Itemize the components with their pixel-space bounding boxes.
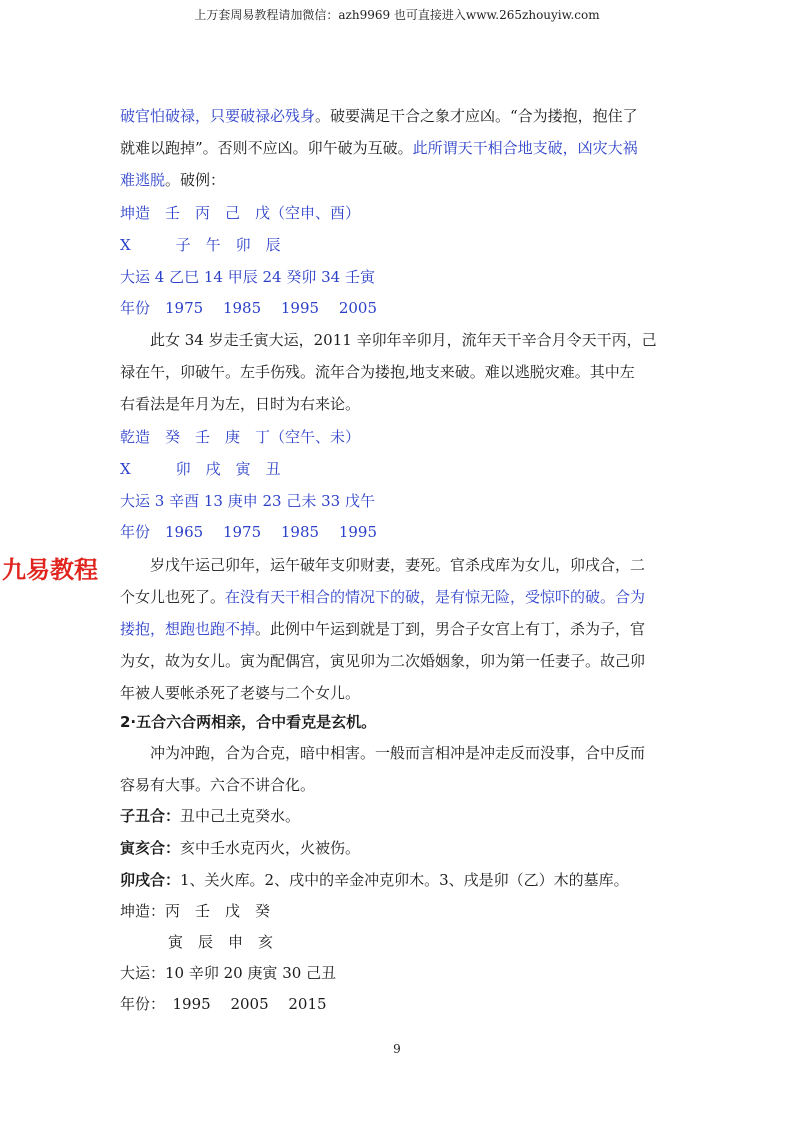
page-header: 上万套周易教程请加微信：azh9969 也可直接进入www.265zhouyiw.com: [194, 8, 600, 22]
chart-row: 大运 4 乙巳 14 甲辰 24 癸卯 34 壬寅: [120, 268, 375, 286]
body-text: 。此例中午运到就是丁到，男合子女宫上有丁，杀为子，官: [255, 620, 646, 638]
highlight-text: 搂抱，想跑也跑不掉: [120, 620, 256, 638]
highlight-text: 难逃脱: [120, 171, 166, 189]
highlight-text: 此所谓天干相合地支破，凶灾大祸: [412, 139, 638, 157]
chart-row: 大运：10 辛卯 20 庚寅 30 己丑: [120, 964, 337, 982]
term-label: 卯戌合：: [120, 871, 181, 889]
body-text: 。破要满足干合之象才应凶。“合为搂抱，抱住了: [315, 107, 638, 125]
page-number: 9: [393, 1042, 401, 1056]
chart-row: 寅 辰 申 亥: [168, 933, 274, 951]
text-line: [120, 838, 360, 858]
watermark-logo: 九易教程: [2, 556, 98, 584]
text-line: [120, 170, 225, 190]
section-heading: 2·五合六合两相亲，合中看克是玄机。: [120, 713, 377, 731]
body-text: 个女儿也死了。: [120, 588, 226, 606]
body-text: 容易有大事。六合不讲合化。: [120, 776, 316, 794]
text-line: [120, 870, 629, 890]
body-text: 右看法是年月为左，日时为右来论。: [120, 395, 361, 413]
chart-row: 年份 1965 1975 1985 1995: [120, 523, 378, 541]
body-text: 就难以跑掉”。否则不应凶。卯午破为互破。: [120, 139, 413, 157]
body-text: 。破例：: [165, 171, 226, 189]
term-label: 子丑合：: [120, 807, 181, 825]
highlight-text: 在没有天干相合的情况下的破，是有惊无险，受惊吓的破。合为: [225, 588, 646, 606]
text-line: [120, 106, 638, 126]
chart-row: X 卯 戌 寅 丑: [120, 460, 281, 478]
body-text: 1、关火库。2、戌中的辛金冲克卯木。3、戌是卯（乙）木的墓库。: [180, 871, 629, 889]
term-label: 寅亥合：: [120, 839, 181, 857]
chart-row: 坤造 壬 丙 己 戊（空申、酉）: [120, 204, 361, 222]
body-text: 丑中己土克癸水。: [180, 807, 301, 825]
chart-row: 年份 1975 1985 1995 2005: [120, 299, 378, 317]
text-line: [120, 619, 645, 639]
body-text: 此女 34 岁走壬寅大运，2011 辛卯年辛卯月，流年天干辛合月令天干丙，己: [150, 331, 657, 349]
body-text: 禄在午，卯破午。左手伤残。流年合为搂抱,地支来破。难以逃脱灾难。其中左: [120, 363, 635, 381]
chart-row: 坤造：丙 壬 戊 癸: [120, 902, 271, 920]
body-text: 亥中壬水克丙火，火被伤。: [180, 839, 361, 857]
text-line: [120, 138, 638, 158]
body-text: 岁戊午运己卯年，运午破年支卯财妻，妻死。官杀戌库为女儿，卯戌合，二: [150, 556, 646, 574]
body-text: 年被人要帐杀死了老婆与二个女儿。: [120, 684, 361, 702]
highlight-text: 破官怕破禄，只要破禄必残身: [120, 107, 316, 125]
body-text: 为女，故为女儿。寅为配偶宫，寅见卯为二次婚姻象，卯为第一任妻子。故己卯: [120, 652, 646, 670]
text-line: [120, 806, 300, 826]
chart-row: 乾造 癸 壬 庚 丁（空午、未）: [120, 428, 361, 446]
text-line: [120, 587, 645, 607]
chart-row: 年份： 1995 2005 2015: [120, 995, 327, 1013]
chart-row: 大运 3 辛酉 13 庚申 23 己未 33 戊午: [120, 492, 375, 510]
body-text: 冲为冲跑，合为合克，暗中相害。一般而言相冲是冲走反而没事，合中反而: [150, 744, 646, 762]
chart-row: X 子 午 卯 辰: [120, 236, 281, 254]
